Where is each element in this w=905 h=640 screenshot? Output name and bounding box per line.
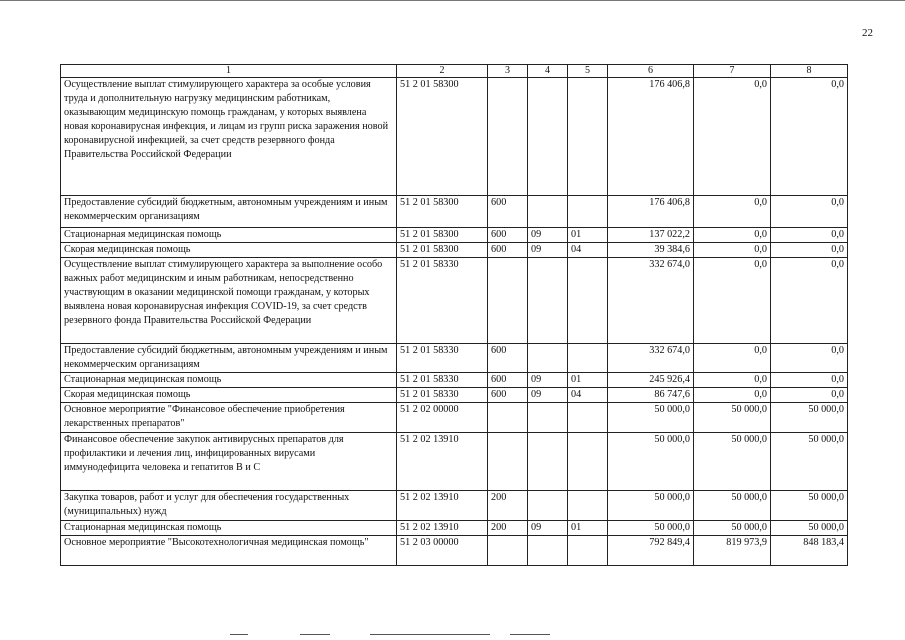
row-col-6: 39 384,6 — [608, 243, 694, 258]
row-code: 51 2 01 58330 — [397, 258, 488, 344]
table-row — [61, 228, 848, 243]
row-col-5 — [568, 196, 608, 228]
row-code: 51 2 02 13910 — [397, 433, 488, 491]
row-col-3: 600 — [488, 344, 528, 373]
row-code: 51 2 01 58330 — [397, 388, 488, 403]
row-name: Предоставление субсидий бюджетным, автономным учреждениям и иным некоммерческим организациям — [61, 344, 397, 373]
row-col-4 — [528, 344, 568, 373]
row-col-4: 09 — [528, 388, 568, 403]
row-name: Предоставление субсидий бюджетным, автономным учреждениям и иным некоммерческим организациям — [61, 196, 397, 228]
row-col-7: 50 000,0 — [694, 521, 771, 536]
table-row — [61, 403, 848, 433]
row-col-8: 0,0 — [771, 196, 848, 228]
row-col-7: 0,0 — [694, 258, 771, 344]
row-col-8: 848 183,4 — [771, 536, 848, 566]
row-name: Основное мероприятие "Финансовое обеспечение приобретения лекарственных препаратов" — [61, 403, 397, 433]
row-name: Скорая медицинская помощь — [61, 243, 397, 258]
table-row — [61, 78, 848, 196]
header-col-2: 2 — [397, 65, 488, 78]
row-code: 51 2 02 13910 — [397, 521, 488, 536]
row-col-7: 0,0 — [694, 243, 771, 258]
header-col-1: 1 — [61, 65, 397, 78]
row-col-4: 09 — [528, 243, 568, 258]
row-col-8: 50 000,0 — [771, 433, 848, 491]
row-col-3: 200 — [488, 491, 528, 521]
row-col-3: 600 — [488, 228, 528, 243]
row-col-4 — [528, 536, 568, 566]
row-col-5: 04 — [568, 388, 608, 403]
table-row — [61, 196, 848, 228]
row-col-3: 600 — [488, 373, 528, 388]
scan-artifact-marks — [230, 633, 560, 636]
row-col-5 — [568, 403, 608, 433]
row-code: 51 2 01 58300 — [397, 243, 488, 258]
table-row — [61, 521, 848, 536]
row-col-5 — [568, 536, 608, 566]
row-code: 51 2 01 58330 — [397, 344, 488, 373]
row-col-3: 200 — [488, 521, 528, 536]
header-col-4: 4 — [528, 65, 568, 78]
row-col-8: 0,0 — [771, 388, 848, 403]
row-col-5 — [568, 344, 608, 373]
row-code: 51 2 01 58300 — [397, 196, 488, 228]
row-col-8: 0,0 — [771, 373, 848, 388]
row-col-7: 0,0 — [694, 78, 771, 196]
row-col-5: 04 — [568, 243, 608, 258]
row-col-3 — [488, 403, 528, 433]
row-col-7: 50 000,0 — [694, 491, 771, 521]
row-code: 51 2 01 58330 — [397, 373, 488, 388]
row-col-8: 0,0 — [771, 243, 848, 258]
row-col-4 — [528, 433, 568, 491]
row-name: Закупка товаров, работ и услуг для обеспечения государственных (муниципальных) нужд — [61, 491, 397, 521]
row-col-5: 01 — [568, 373, 608, 388]
header-col-6: 6 — [608, 65, 694, 78]
row-col-4 — [528, 196, 568, 228]
row-col-6: 332 674,0 — [608, 258, 694, 344]
row-col-3: 600 — [488, 243, 528, 258]
row-col-7: 0,0 — [694, 388, 771, 403]
row-col-6: 332 674,0 — [608, 344, 694, 373]
row-col-3 — [488, 258, 528, 344]
row-col-4 — [528, 78, 568, 196]
row-name: Скорая медицинская помощь — [61, 388, 397, 403]
row-name: Стационарная медицинская помощь — [61, 228, 397, 243]
row-col-5 — [568, 258, 608, 344]
row-name: Стационарная медицинская помощь — [61, 373, 397, 388]
row-col-4: 09 — [528, 521, 568, 536]
row-col-4: 09 — [528, 228, 568, 243]
row-col-8: 0,0 — [771, 228, 848, 243]
header-col-7: 7 — [694, 65, 771, 78]
row-col-8: 0,0 — [771, 258, 848, 344]
row-code: 51 2 01 58300 — [397, 78, 488, 196]
table-row — [61, 388, 848, 403]
row-col-4 — [528, 491, 568, 521]
row-col-5 — [568, 491, 608, 521]
row-name: Стационарная медицинская помощь — [61, 521, 397, 536]
row-col-8: 50 000,0 — [771, 403, 848, 433]
row-col-3: 600 — [488, 196, 528, 228]
row-col-6: 50 000,0 — [608, 521, 694, 536]
table-row — [61, 373, 848, 388]
row-col-5 — [568, 78, 608, 196]
row-col-3 — [488, 433, 528, 491]
row-col-6: 176 406,8 — [608, 196, 694, 228]
row-col-7: 0,0 — [694, 344, 771, 373]
header-col-8: 8 — [771, 65, 848, 78]
budget-table — [60, 64, 848, 566]
row-col-7: 0,0 — [694, 373, 771, 388]
table-row — [61, 536, 848, 566]
row-col-6: 176 406,8 — [608, 78, 694, 196]
header-col-3: 3 — [488, 65, 528, 78]
row-col-7: 819 973,9 — [694, 536, 771, 566]
table-row — [61, 344, 848, 373]
row-col-5: 01 — [568, 228, 608, 243]
row-col-8: 0,0 — [771, 78, 848, 196]
table-row — [61, 433, 848, 491]
row-col-7: 50 000,0 — [694, 403, 771, 433]
table-row — [61, 258, 848, 344]
row-col-6: 50 000,0 — [608, 433, 694, 491]
row-col-3: 600 — [488, 388, 528, 403]
table-row — [61, 491, 848, 521]
header-col-5: 5 — [568, 65, 608, 78]
row-col-5: 01 — [568, 521, 608, 536]
row-code: 51 2 02 13910 — [397, 491, 488, 521]
row-name: Финансовое обеспечение закупок антивирусных препаратов для профилактики и лечения лиц, инфицированных вирусами иммунодефицита человека и гепатитов В и С — [61, 433, 397, 491]
row-col-6: 792 849,4 — [608, 536, 694, 566]
header-row — [61, 65, 848, 78]
row-col-6: 50 000,0 — [608, 491, 694, 521]
row-col-8: 50 000,0 — [771, 491, 848, 521]
row-col-6: 86 747,6 — [608, 388, 694, 403]
row-col-6: 50 000,0 — [608, 403, 694, 433]
row-code: 51 2 03 00000 — [397, 536, 488, 566]
row-name: Основное мероприятие "Высокотехнологичная медицинская помощь" — [61, 536, 397, 566]
row-col-8: 0,0 — [771, 344, 848, 373]
row-col-8: 50 000,0 — [771, 521, 848, 536]
row-col-7: 50 000,0 — [694, 433, 771, 491]
row-col-5 — [568, 433, 608, 491]
row-col-7: 0,0 — [694, 196, 771, 228]
row-col-4 — [528, 403, 568, 433]
table-row — [61, 243, 848, 258]
row-col-4 — [528, 258, 568, 344]
page-top-border — [0, 0, 905, 1]
row-col-3 — [488, 78, 528, 196]
row-col-6: 137 022,2 — [608, 228, 694, 243]
row-code: 51 2 02 00000 — [397, 403, 488, 433]
row-col-3 — [488, 536, 528, 566]
row-col-6: 245 926,4 — [608, 373, 694, 388]
row-col-4: 09 — [528, 373, 568, 388]
row-name: Осуществление выплат стимулирующего характера за особые условия труда и дополнительную нагрузку медицинским работникам, оказывающим медицинскую помощь гражданам, у которых выявлена новая коронавирусная инфекция, и лицам из групп риска заражения новой коронавирусной инфекцией, за счет средств резервного фонда Правительства Российской Федерации — [61, 78, 397, 196]
page-number: 22 — [862, 27, 873, 39]
row-col-7: 0,0 — [694, 228, 771, 243]
row-code: 51 2 01 58300 — [397, 228, 488, 243]
row-name: Осуществление выплат стимулирующего характера за выполнение особо важных работ медицинским и иным работникам, непосредственно участвующим в оказании медицинской помощи гражданам, у которых выявлена новая коронавирусная инфекция COVID-19, за счет средств резервного фонда Правительства Российской Федерации — [61, 258, 397, 344]
